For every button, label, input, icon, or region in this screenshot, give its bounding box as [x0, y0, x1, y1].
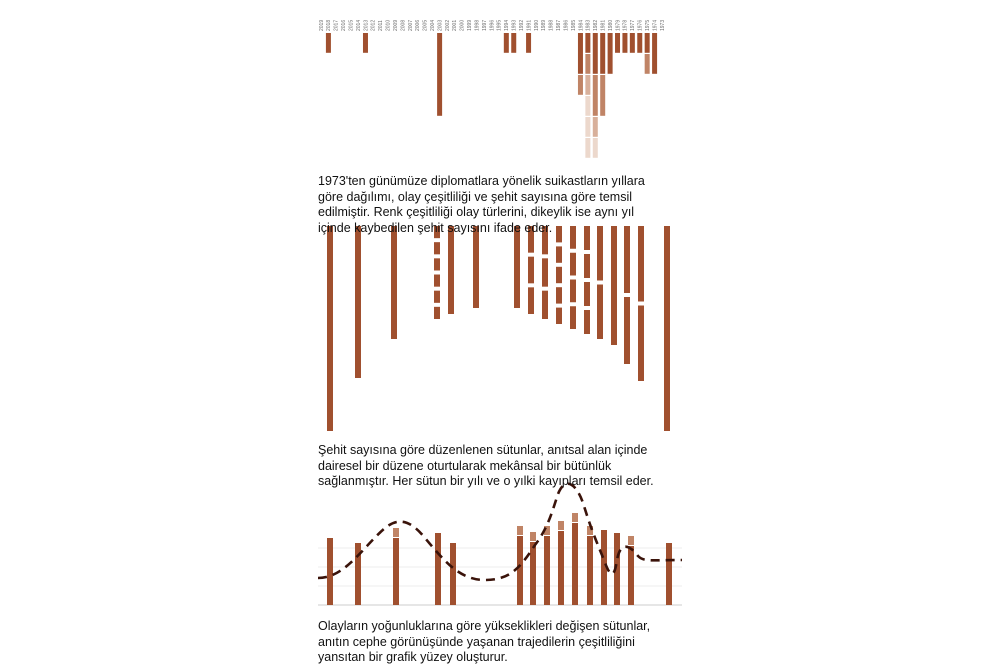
year-label: 1977	[630, 19, 637, 31]
plan-column-segment	[391, 226, 397, 339]
event-segment	[585, 138, 590, 158]
plan-column-segment	[570, 280, 576, 303]
event-segment	[526, 33, 531, 53]
plan-column-segment	[556, 246, 562, 262]
year-label: 2002	[444, 19, 451, 31]
facade-column	[544, 536, 550, 605]
event-segment	[593, 117, 598, 137]
plan-column-segment	[570, 253, 576, 276]
year-label: 2014	[355, 19, 362, 31]
caption-facade-elevation: Olayların yoğunluklarına göre yükseklikleri değişen sütunlar, anıtın cephe görünüşünde yaşanan trajedilerin çeşitliliğini yansıtan bir grafik yüzey oluşturur.	[318, 619, 651, 664]
plan-column-segment	[434, 307, 440, 319]
year-label: 2004	[429, 19, 436, 31]
facade-column-cap	[393, 528, 399, 537]
event-segment	[326, 33, 331, 53]
year-label: 1993	[511, 19, 518, 31]
year-label: 2018	[326, 19, 333, 31]
event-segment	[504, 33, 509, 53]
facade-column-cap	[558, 521, 564, 530]
facade-column	[572, 523, 578, 605]
plan-column-segment	[624, 297, 630, 364]
facade-column	[393, 538, 399, 605]
event-segment	[593, 138, 598, 158]
plan-column-segment	[514, 226, 520, 308]
event-segment	[608, 33, 613, 74]
year-label: 1976	[637, 19, 644, 31]
event-segment	[585, 33, 590, 53]
facade-column-cap	[628, 536, 634, 545]
panel-monument-plan	[327, 226, 670, 431]
event-segment	[593, 33, 598, 74]
year-label: 2006	[415, 19, 422, 31]
plan-column-segment	[664, 226, 670, 431]
year-label: 1973	[659, 19, 666, 31]
event-segment	[645, 54, 650, 74]
caption-year-distribution: 1973'ten günümüze diplomatlara yönelik suikastların yıllara göre dağılımı, olay çeşitliliği ve şehit sayısına göre temsil edilmiştir. Renk çeşitliliği olay türlerini, dikeylik ise aynı yıl içinde kaybedilen şehit sayısını ifade eder.	[318, 174, 645, 235]
year-label: 1996	[489, 19, 496, 31]
event-segment	[600, 75, 605, 116]
plan-column-segment	[624, 226, 630, 293]
event-segment	[622, 33, 627, 53]
facade-column	[530, 542, 536, 605]
facade-column	[558, 531, 564, 605]
facade-column	[517, 536, 523, 605]
year-label: 2016	[341, 19, 348, 31]
facade-column	[435, 533, 441, 605]
year-label: 1999	[467, 19, 474, 31]
year-label: 1983	[585, 19, 592, 31]
plan-column-segment	[611, 226, 617, 345]
facade-column-cap	[530, 532, 536, 541]
year-label: 1980	[607, 19, 614, 31]
year-label: 2012	[370, 19, 377, 31]
year-label: 1982	[593, 19, 600, 31]
density-curve	[318, 484, 682, 580]
year-label: 1998	[474, 19, 481, 31]
plan-column-segment	[434, 291, 440, 303]
year-label: 1985	[570, 19, 577, 31]
plan-column-segment	[556, 287, 562, 303]
plan-column-segment	[584, 310, 590, 334]
plan-column-segment	[434, 258, 440, 270]
event-segment	[593, 75, 598, 116]
year-label: 2003	[437, 19, 444, 31]
plan-column-segment	[638, 306, 644, 382]
plan-column-segment	[327, 226, 333, 431]
plan-column-segment	[473, 226, 479, 308]
facade-column-cap	[517, 526, 523, 535]
facade-column-cap	[572, 513, 578, 522]
year-label: 2010	[385, 19, 392, 31]
year-label: 1974	[652, 19, 659, 31]
facade-column	[628, 546, 634, 605]
year-label: 2007	[407, 19, 414, 31]
year-label: 1978	[622, 19, 629, 31]
plan-column-segment	[570, 306, 576, 329]
facade-column	[450, 543, 456, 605]
plan-column-segment	[434, 242, 440, 254]
event-segment	[645, 33, 650, 53]
year-label: 2013	[363, 19, 370, 31]
plan-column-segment	[556, 308, 562, 324]
plan-column-segment	[597, 285, 603, 340]
year-label: 1991	[526, 19, 533, 31]
plan-column-segment	[434, 275, 440, 287]
year-label: 1979	[615, 19, 622, 31]
year-label: 2019	[318, 19, 325, 31]
plan-column-segment	[542, 291, 548, 319]
year-label: 1994	[504, 19, 511, 31]
year-label: 1986	[563, 19, 570, 31]
event-segment	[511, 33, 516, 53]
year-label: 1990	[533, 19, 540, 31]
year-label: 2011	[378, 20, 385, 31]
plan-column-segment	[528, 257, 534, 284]
event-segment	[652, 33, 657, 74]
year-label: 2005	[422, 19, 429, 31]
year-label: 1988	[548, 19, 555, 31]
event-segment	[578, 75, 583, 95]
event-segment	[585, 75, 590, 95]
event-segment	[585, 117, 590, 137]
event-segment	[437, 33, 442, 116]
plan-column-segment	[638, 226, 644, 302]
panel-facade-elevation	[318, 484, 682, 605]
plan-column-segment	[584, 282, 590, 306]
year-label: 1997	[481, 19, 488, 31]
event-segment	[578, 33, 583, 74]
panel-year-distribution	[319, 20, 666, 158]
year-label: 2000	[459, 19, 466, 31]
event-segment	[630, 33, 635, 53]
year-label: 2015	[348, 19, 355, 31]
year-label: 1989	[541, 19, 548, 31]
plan-column-segment	[584, 254, 590, 278]
plan-column-segment	[355, 226, 361, 378]
event-segment	[600, 33, 605, 74]
year-label: 1981	[600, 19, 607, 31]
facade-column	[666, 543, 672, 605]
year-label: 2009	[392, 19, 399, 31]
event-segment	[615, 33, 620, 53]
year-label: 2017	[333, 19, 340, 31]
event-segment	[363, 33, 368, 53]
plan-column-segment	[448, 226, 454, 314]
plan-column-segment	[542, 258, 548, 286]
year-label: 1984	[578, 19, 585, 31]
year-label: 1987	[556, 19, 563, 31]
plan-column-segment	[556, 267, 562, 283]
event-segment	[585, 96, 590, 116]
event-segment	[637, 33, 642, 53]
event-segment	[585, 54, 590, 74]
plan-column-segment	[528, 287, 534, 314]
caption-monument-plan: Şehit sayısına göre düzenlenen sütunlar, anıtsal alan içinde dairesel bir düzene oturtularak mekânsal bir bütünlük sağlanmıştır. Her sütun bir yılı ve o yılki kayıpları temsil eder.	[318, 443, 654, 488]
year-label: 1992	[518, 19, 525, 31]
year-label: 2001	[452, 19, 459, 31]
year-label: 1975	[644, 19, 651, 31]
year-label: 2008	[400, 19, 407, 31]
facade-column	[327, 538, 333, 605]
facade-column	[587, 536, 593, 605]
year-label: 1995	[496, 19, 503, 31]
